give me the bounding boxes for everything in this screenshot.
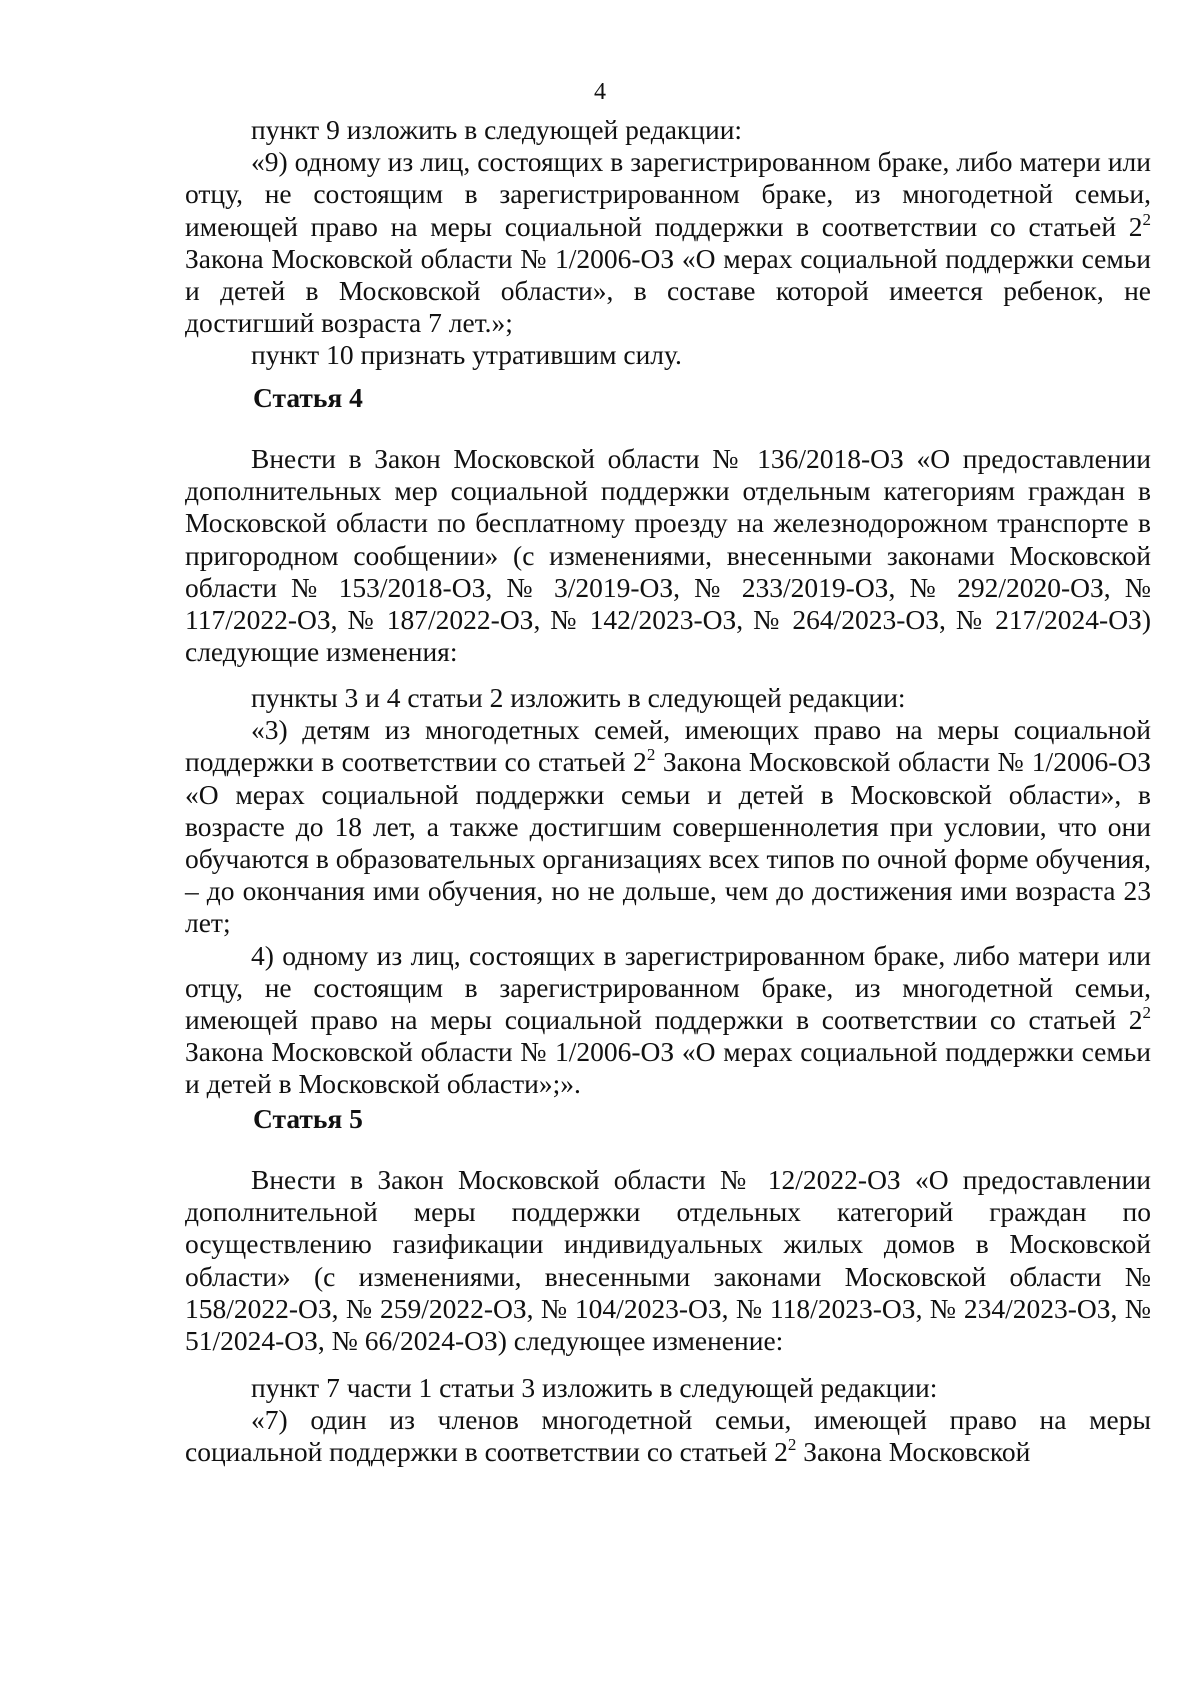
article4-item4: 4) одному из лиц, состоящих в зарегистрированном браке, либо матери или отцу, не состоящим в зарегистрированном браке, из многодетной семьи, имеющей право на меры социальной поддержки в соответствии со статьей $2^2$ Закона Московской области № 1/2006-ОЗ «О мерах социальной поддержки семьи и детей в Московской области»;». [185,939,1151,1100]
article5-changes [185,1372,1151,1469]
paragraph-item10-repeal: пункт 10 признать утратившим силу. [251,339,682,371]
article4-heading-block [185,382,1151,414]
superscript: 2 [1142,209,1151,229]
article5-intro: Внести в Закон Московской области № 12/2022-ОЗ «О предоставлении дополнительной меры поддержки отдельных категорий граждан по осуществлению газификации индивидуальных жилых домов в Московской области» (с изменениями, внесенными законами Московской области № 158/2022-ОЗ, № 259/2022-ОЗ, № 104/2023-ОЗ, № 118/2023-ОЗ, № 234/2023-ОЗ, № 51/2024-ОЗ, № 66/2024-ОЗ) следующее изменение: [185,1164,1151,1357]
article4-intro-block [185,443,1151,668]
article4-intro: Внести в Закон Московской области № 136/2018-ОЗ «О предоставлении дополнительных мер социальной поддержки отдельным категориям граждан в Московской области по бесплатному проезду на железнодорожном транспорте в пригородном сообщении» (с изменениями, внесенными законами Московской области № 153/2018-ОЗ, № 3/2019-ОЗ, № 233/2019-ОЗ, № 292/2020-ОЗ, № 117/2022-ОЗ, № 187/2022-ОЗ, № 142/2023-ОЗ, № 264/2023-ОЗ, № 217/2024-ОЗ) следующие изменения: [185,443,1151,668]
paragraph-item9-instruction: пункт 9 изложить в следующей редакции: [251,114,743,145]
article5-heading: Статья 5 [253,1103,363,1134]
article5-intro-block [185,1164,1151,1357]
paragraph-item9-text: «9) одному из лиц, состоящих в зарегистрированном браке, либо матери или отцу, не состоящим в зарегистрированном браке, из многодетной семьи, имеющей право на меры социальной поддержки в соответствии со статьей $2^2$ Закона Московской области № 1/2006-ОЗ «О мерах социальной поддержки семьи и детей в Московской области», в составе которой имеется ребенок, не достигший возраста 7 лет.»; [185,146,1151,339]
superscript: 2 [646,745,656,765]
article4-item3: «3) детям из многодетных семей, имеющих право на меры социальной поддержки в соответствии со статьей $2^2$ Закона Московской области № 1/2006-ОЗ «О мерах социальной поддержки семьи и детей в Московской области», в возрасте до 18 лет, а также достигшим совершеннолетия при условии, что они обучаются в образовательных организациях всех типов по очной форме обучения, – до окончания ими обучения, но не дольше, чем до достижения ими возраста 23 лет; [185,714,1151,939]
article3-tail [185,114,1151,372]
article4-heading: Статья 4 [253,382,363,413]
article5-item7: «7) один из членов многодетной семьи, имеющей право на меры социальной поддержки в соответствии со статьей $2^2$ Закона Московской [185,1404,1151,1468]
article4-instruction: пункты 3 и 4 статьи 2 изложить в следующей редакции: [251,682,906,713]
superscript: 2 [1142,1003,1151,1023]
page-number: 4 [594,79,606,105]
article5-instruction: пункт 7 части 1 статьи 3 изложить в следующей редакции: [251,1372,938,1403]
article4-changes [185,682,1151,1101]
superscript: 2 [787,1435,797,1455]
article5-heading-block [185,1103,1151,1135]
